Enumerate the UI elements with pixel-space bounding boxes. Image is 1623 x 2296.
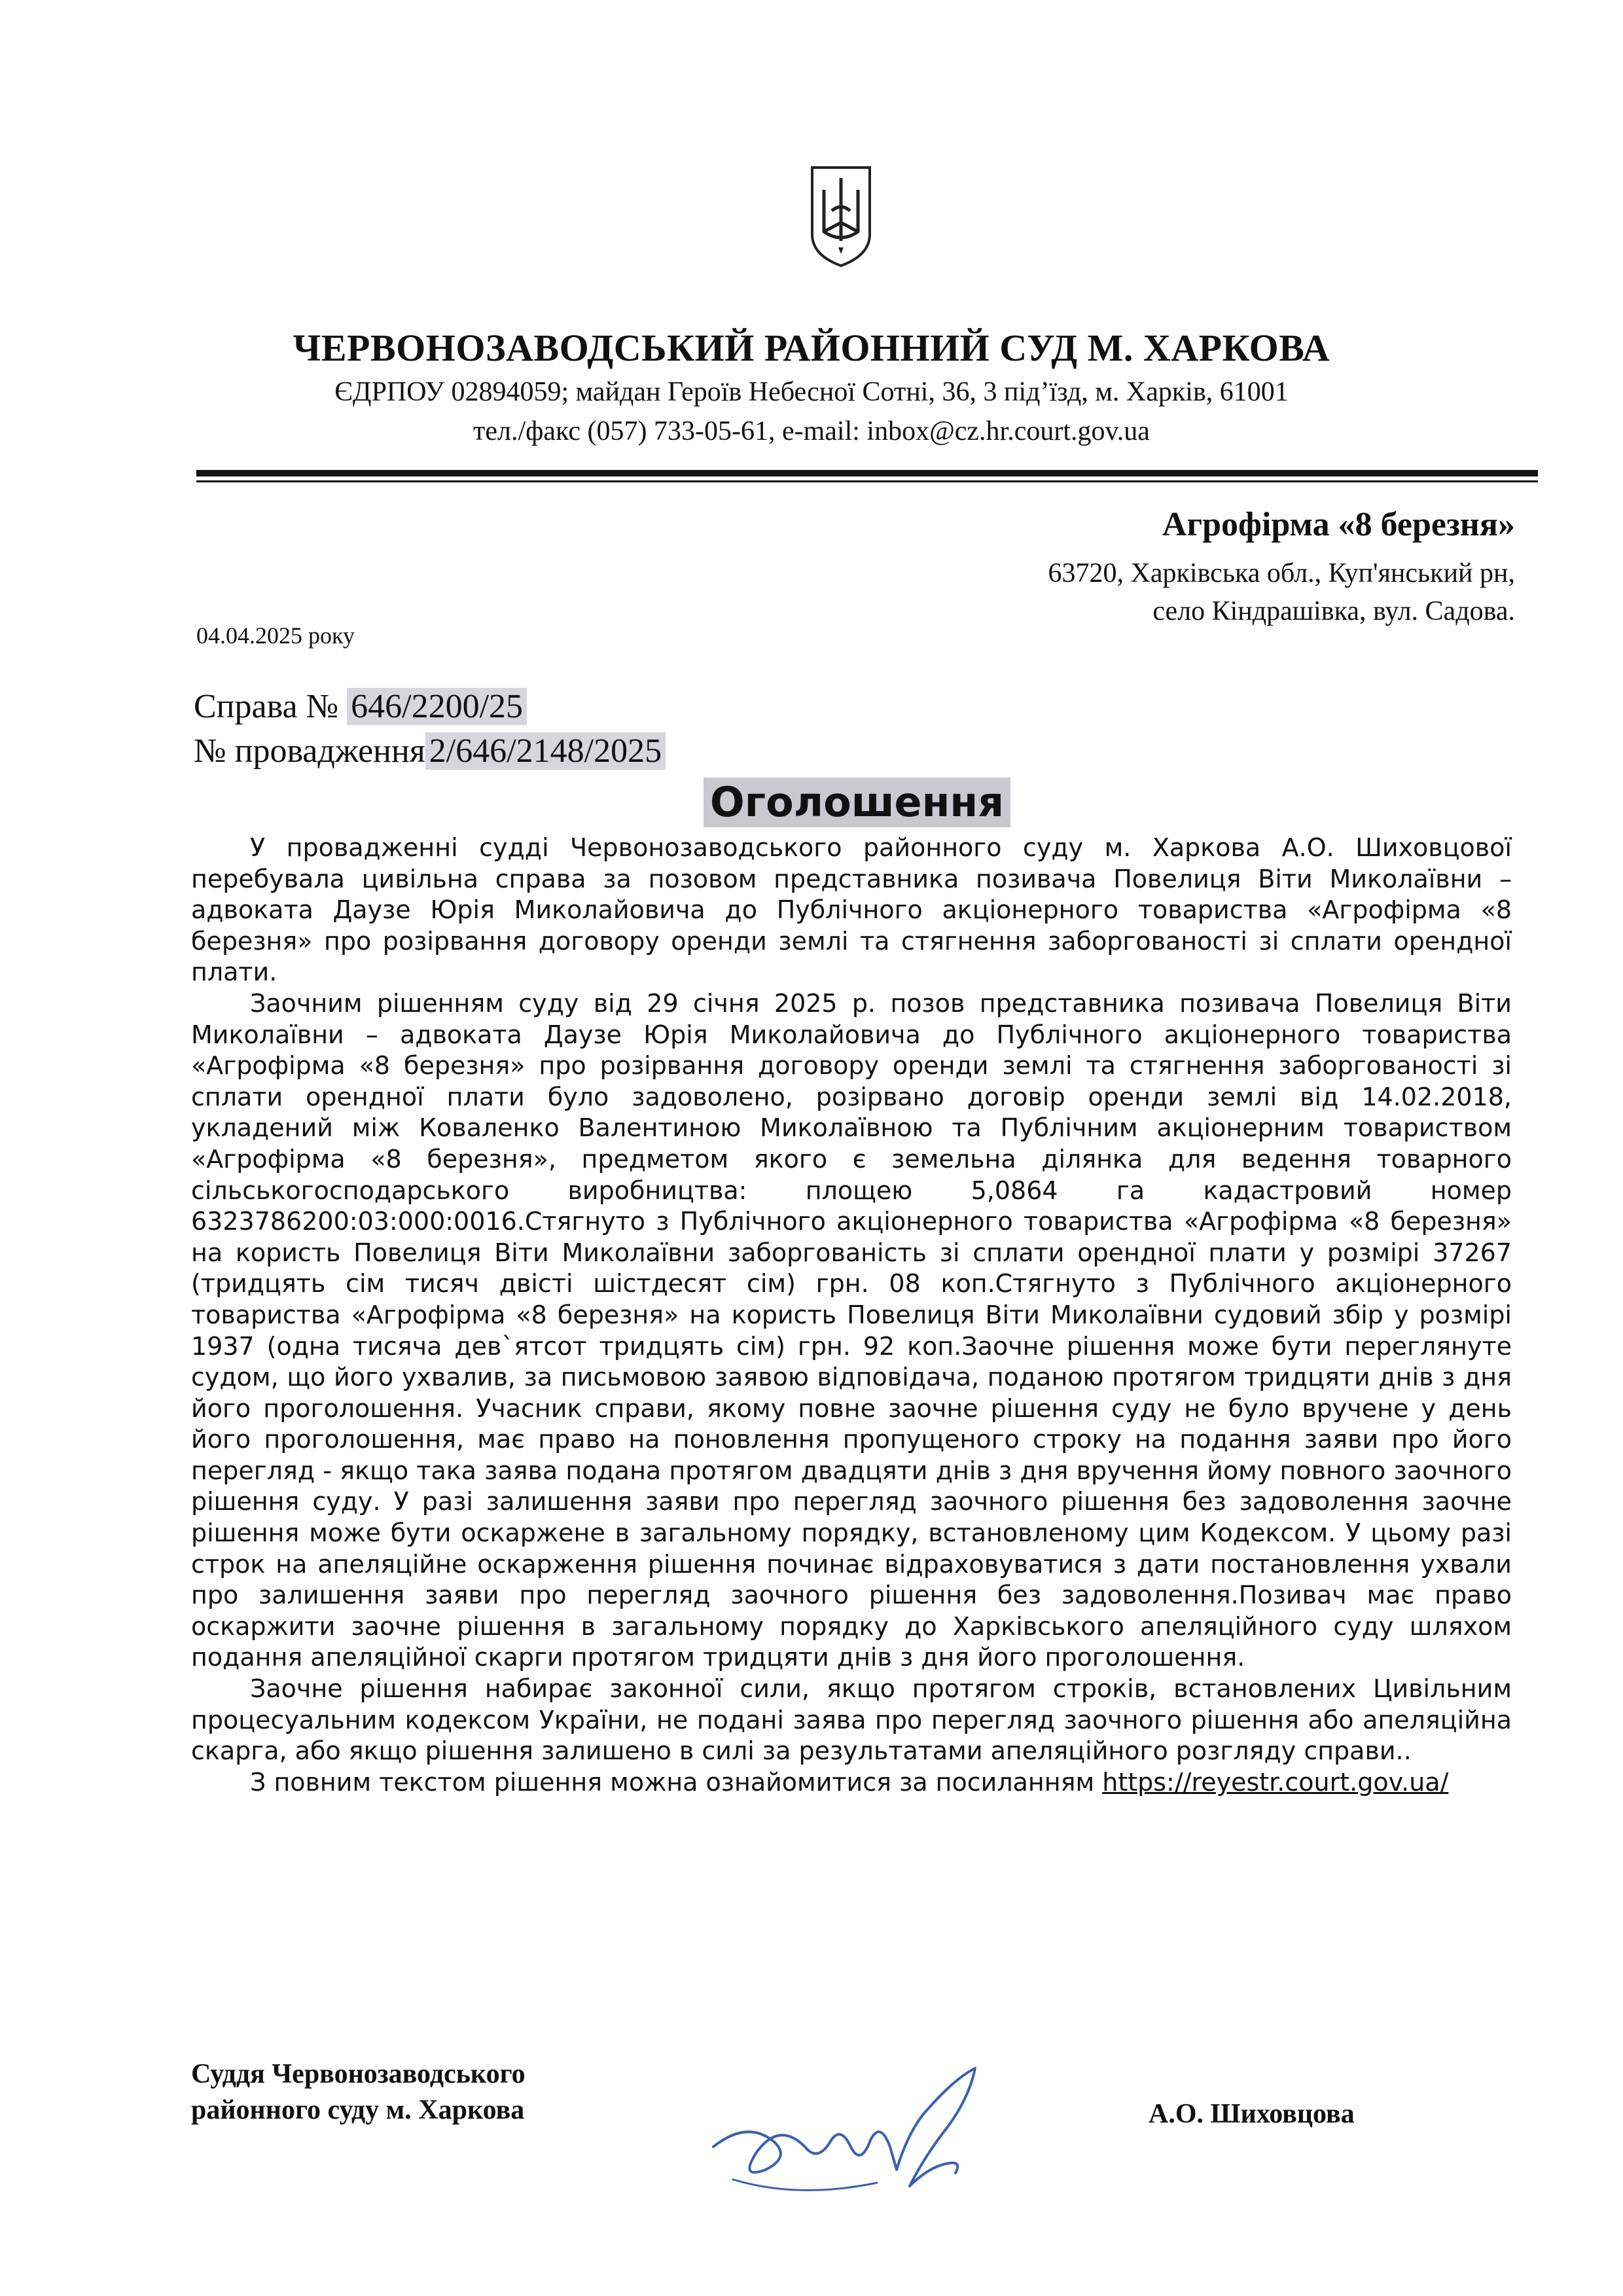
registry-link[interactable]: https://reyestr.court.gov.ua/: [1102, 1767, 1449, 1797]
proceeding-number: 2/646/2148/2025: [425, 732, 666, 770]
judge-name: А.О. Шиховцова: [1149, 2099, 1355, 2129]
header-divider-thin: [196, 480, 1538, 482]
proceeding-label: № провадження: [194, 732, 425, 770]
body-paragraph-3: Заочне рішення набирає законної сили, якщо протягом строків, встановлених Цивільним процесуальним кодексом України, не подані заява про перегляд заочного рішення або апеляційна скарга, або якщо рішення залишено в силі за результатами апеляційного розгляду справи..: [191, 1674, 1512, 1766]
proceeding-number-line: [194, 732, 666, 770]
court-name: ЧЕРВОНОЗАВОДСЬКИЙ РАЙОННИЙ СУД М. ХАРКОВА: [293, 327, 1330, 369]
court-address: ЄДРПОУ 02894059; майдан Героїв Небесної Сотні, 36, 3 під’їзд, м. Харків, 61001: [334, 377, 1289, 407]
case-number: 646/2200/25: [347, 688, 527, 725]
notice-title: Оголошення: [704, 778, 1010, 827]
handwritten-signature: [694, 2049, 1001, 2212]
recipient-name: Агрофірма «8 березня»: [1162, 506, 1515, 543]
body-paragraph-2: Заочним рішенням суду від 29 січня 2025 р. позов представника позивача Повелиця Віти Миколаївни – адвоката Даузе Юрія Миколайовича до Публічного акціонерного товариства «Агрофірма «8 березня» про розірвання договору оренди землі та стягнення заборгованості зі сплати орендної плати було задоволено, розірвано договір оренди землі від 14.02.2018, укладений між Коваленко Валентиною Миколаївною та Публічним акціонерним товариством «Агрофірма «8 березня», предметом якого є земельна ділянка для ведення товарного сільськогосподарського виробництва: площею 5,0864 га кадастровий номер 6323786200:03:000:0016.Стягнуто з Публічного акціонерного товариства «Агрофірма «8 березня» на користь Повелиця Віти Миколаївни заборгованість зі сплати орендної плати у розмірі 37267 (тридцять сім тисяч двісті шістдесят сім) грн. 08 коп.Стягнуто з Публічного акціонерного товариства «Агрофірма «8 березня» на користь Повелиця Віти Миколаївни судовий збір у розмірі 1937 (одна тисяча дев`ятсот тридцять сім) грн. 92 коп.Заочне рішення може бути переглянуте судом, що його ухвалив, за письмовою заявою відповідача, поданою протягом тридцяти днів з дня його проголошення. Учасник справи, якому повне заочне рішення суду не було вручене у день його проголошення, має право на поновлення пропущеного строку на подання заяви про його перегляд - якщо така заява подана протягом двадцяти днів з дня вручення йому повного заочного рішення суду. У разі залишення заяви про перегляд заочного рішення без задоволення заочне рішення може бути оскаржене в загальному порядку, встановленому цим Кодексом. У цьому разі строк на апеляційне оскарження рішення починає відраховуватися з дати постановлення ухвали про залишення заяви про перегляд заочного рішення без задоволення.Позивач має право оскаржити заочне рішення в загальному порядку до Харківського апеляційного суду шляхом подання апеляційної скарги протягом тридцяти днів з дня його проголошення.: [191, 988, 1512, 1672]
notice-body: [191, 833, 1512, 1798]
case-number-line: [194, 687, 527, 726]
judge-title-line1: Суддя Червонозаводського: [191, 2059, 526, 2089]
judge-title-line2: районного суду м. Харкова: [191, 2095, 525, 2125]
recipient-address-line2: село Кіндрашівка, вул. Садова.: [1152, 596, 1515, 626]
recipient-address-line1: 63720, Харківська обл., Куп'янський рн,: [1048, 558, 1515, 588]
body-paragraph-4: [191, 1767, 1512, 1799]
body-paragraph-1: У провадженні судді Червонозаводського районного суду м. Харкова А.О. Шиховцової перебувала цивільна справа за позовом представника позивача Повелиця Віти Миколаївни – адвоката Даузе Юрія Миколайовича до Публічного акціонерного товариства «Агрофірма «8 березня» про розірвання договору оренди землі та стягнення заборгованості зі сплати орендної плати.: [191, 833, 1512, 987]
document-date: 04.04.2025 року: [196, 622, 355, 649]
court-contacts: тел./факс (057) 733-05-61, e-mail: inbox@cz.hr.court.gov.ua: [473, 416, 1150, 446]
header-divider-thick: [196, 470, 1538, 476]
case-label: Справа №: [194, 688, 339, 725]
full-text-reference: З повним текстом рішення можна ознайомитися за посиланням: [250, 1767, 1095, 1797]
coat-of-arms-icon: [808, 164, 874, 268]
